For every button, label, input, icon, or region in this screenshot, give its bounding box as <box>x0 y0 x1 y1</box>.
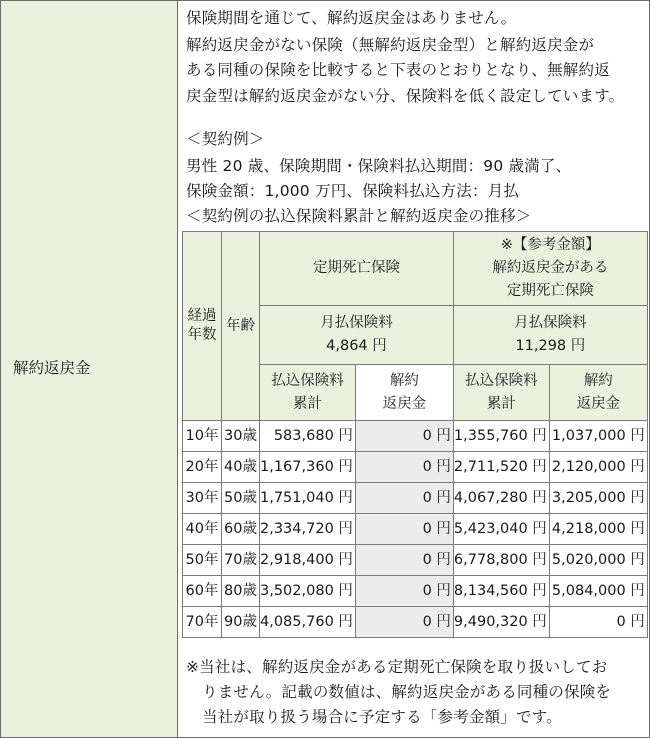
table-row <box>183 545 648 576</box>
col-years-line-1: 経過 <box>187 308 217 324</box>
cell-years: 30年 <box>183 483 222 514</box>
premium-a-label: 月払保険料 <box>320 315 393 331</box>
cell-a-cum: 1,167,360 円 <box>260 452 356 483</box>
cell-b-cum: 2,711,520 円 <box>453 452 549 483</box>
cell-years: 10年 <box>183 421 222 452</box>
cell-b-cum: 5,423,040 円 <box>453 514 549 545</box>
cell-a-refund: 0 円 <box>355 421 453 452</box>
cell-years: 40年 <box>183 514 222 545</box>
refund-table <box>182 231 648 638</box>
example-line-1: 男性 20 歳、保険期間・保険料払込期間：90 歳満了、 <box>186 157 572 175</box>
intro-line-4: 戻金型は解約返戻金がない分、保険料を低く設定しています。 <box>186 87 625 105</box>
cell-b-cum: 9,490,320 円 <box>453 607 549 638</box>
table-row <box>183 483 648 514</box>
cell-a-refund: 0 円 <box>355 452 453 483</box>
cell-age: 80歳 <box>222 576 260 607</box>
b-refund-header-line-1: 解約 <box>583 372 613 389</box>
cell-b-cum: 4,067,280 円 <box>453 483 549 514</box>
b-refund-header-line-2: 返戻金 <box>576 395 621 412</box>
cell-age: 40歳 <box>222 452 260 483</box>
product-b-line-3: 定期死亡保険 <box>506 283 594 299</box>
cell-a-refund: 0 円 <box>355 607 453 638</box>
cell-a-refund: 0 円 <box>355 514 453 545</box>
cell-b-refund: 4,218,000 円 <box>549 514 647 545</box>
cell-a-refund: 0 円 <box>355 576 453 607</box>
product-b-header <box>453 232 647 306</box>
row-header-label: 解約返戻金 <box>13 359 91 377</box>
a-refund-header-line-1: 解約 <box>389 372 419 389</box>
cell-age: 60歳 <box>222 514 260 545</box>
cell-a-cum: 583,680 円 <box>260 421 356 452</box>
cell-age: 30歳 <box>222 421 260 452</box>
cell-years: 20年 <box>183 452 222 483</box>
b-cum-header-line-1: 払込保険料 <box>465 372 538 389</box>
product-b-line-1: ※【参考金額】 <box>500 237 600 253</box>
cell-a-refund: 0 円 <box>355 545 453 576</box>
a-cum-header-line-1: 払込保険料 <box>271 372 344 389</box>
b-cum-header-line-2: 累計 <box>486 395 516 412</box>
col-years-line-2: 年数 <box>187 327 217 343</box>
cell-b-refund: 5,084,000 円 <box>549 576 647 607</box>
intro-line-2: 解約返戻金がない保険（無解約返戻金型）と解約返戻金が <box>186 36 595 54</box>
table-heading: ＜契約例の払込保険料累計と解約返戻金の推移＞ <box>186 207 532 225</box>
b-refund-header <box>549 365 647 421</box>
cell-years: 50年 <box>183 545 222 576</box>
cell-b-cum: 1,355,760 円 <box>453 421 549 452</box>
premium-a-value: 4,864 円 <box>326 338 387 354</box>
cell-a-cum: 2,918,400 円 <box>260 545 356 576</box>
content-cell <box>178 1 649 737</box>
cell-a-refund: 0 円 <box>355 483 453 514</box>
intro-line-3: ある同種の保険を比較すると下表のとおりとなり、無解約返 <box>186 61 610 79</box>
table-row <box>183 576 648 607</box>
cell-b-refund: 2,120,000 円 <box>549 452 647 483</box>
premium-b-cell <box>453 306 647 365</box>
cell-b-cum: 8,134,560 円 <box>453 576 549 607</box>
row-header-cell <box>1 1 178 737</box>
cell-b-refund: 0 円 <box>549 607 647 638</box>
premium-a-cell <box>260 306 454 365</box>
cell-age: 70歳 <box>222 545 260 576</box>
table-row <box>183 452 648 483</box>
cell-a-cum: 2,334,720 円 <box>260 514 356 545</box>
product-a-header: 定期死亡保険 <box>260 232 454 306</box>
a-refund-header-line-2: 返戻金 <box>382 395 427 412</box>
table-row <box>183 421 648 452</box>
a-cum-header <box>260 365 356 421</box>
cell-a-cum: 4,085,760 円 <box>260 607 356 638</box>
cell-a-cum: 1,751,040 円 <box>260 483 356 514</box>
cell-years: 60年 <box>183 576 222 607</box>
table-row <box>183 514 648 545</box>
cell-b-refund: 1,037,000 円 <box>549 421 647 452</box>
col-age-header: 年齢 <box>222 232 260 421</box>
col-years-header <box>183 232 222 421</box>
cell-b-refund: 5,020,000 円 <box>549 545 647 576</box>
cell-age: 50歳 <box>222 483 260 514</box>
intro-line-1: 保険期間を通じて、解約返戻金はありません。 <box>186 9 517 27</box>
note-line-1: ※当社は、解約返戻金がある定期死亡保険を取り扱いしてお <box>186 658 608 676</box>
premium-b-value: 11,298 円 <box>515 338 586 354</box>
example-heading: ＜契約例＞ <box>186 130 265 148</box>
cell-age: 90歳 <box>222 607 260 638</box>
note-line-3: 当社が取り扱う場合に予定する「参考金額」です。 <box>202 708 562 726</box>
product-b-line-2: 解約返戻金がある <box>492 260 609 276</box>
note-line-2: りません。記載の数値は、解約返戻金がある同種の保険を <box>202 683 612 701</box>
cell-a-cum: 3,502,080 円 <box>260 576 356 607</box>
a-cum-header-line-2: 累計 <box>292 395 322 412</box>
a-refund-header <box>355 365 453 421</box>
b-cum-header <box>453 365 549 421</box>
table-row <box>183 607 648 638</box>
premium-b-label: 月払保険料 <box>514 315 587 331</box>
cell-b-cum: 6,778,800 円 <box>453 545 549 576</box>
example-line-2: 保険金額：1,000 万円、保険料払込方法：月払 <box>186 182 520 200</box>
cell-b-refund: 3,205,000 円 <box>549 483 647 514</box>
cell-years: 70年 <box>183 607 222 638</box>
